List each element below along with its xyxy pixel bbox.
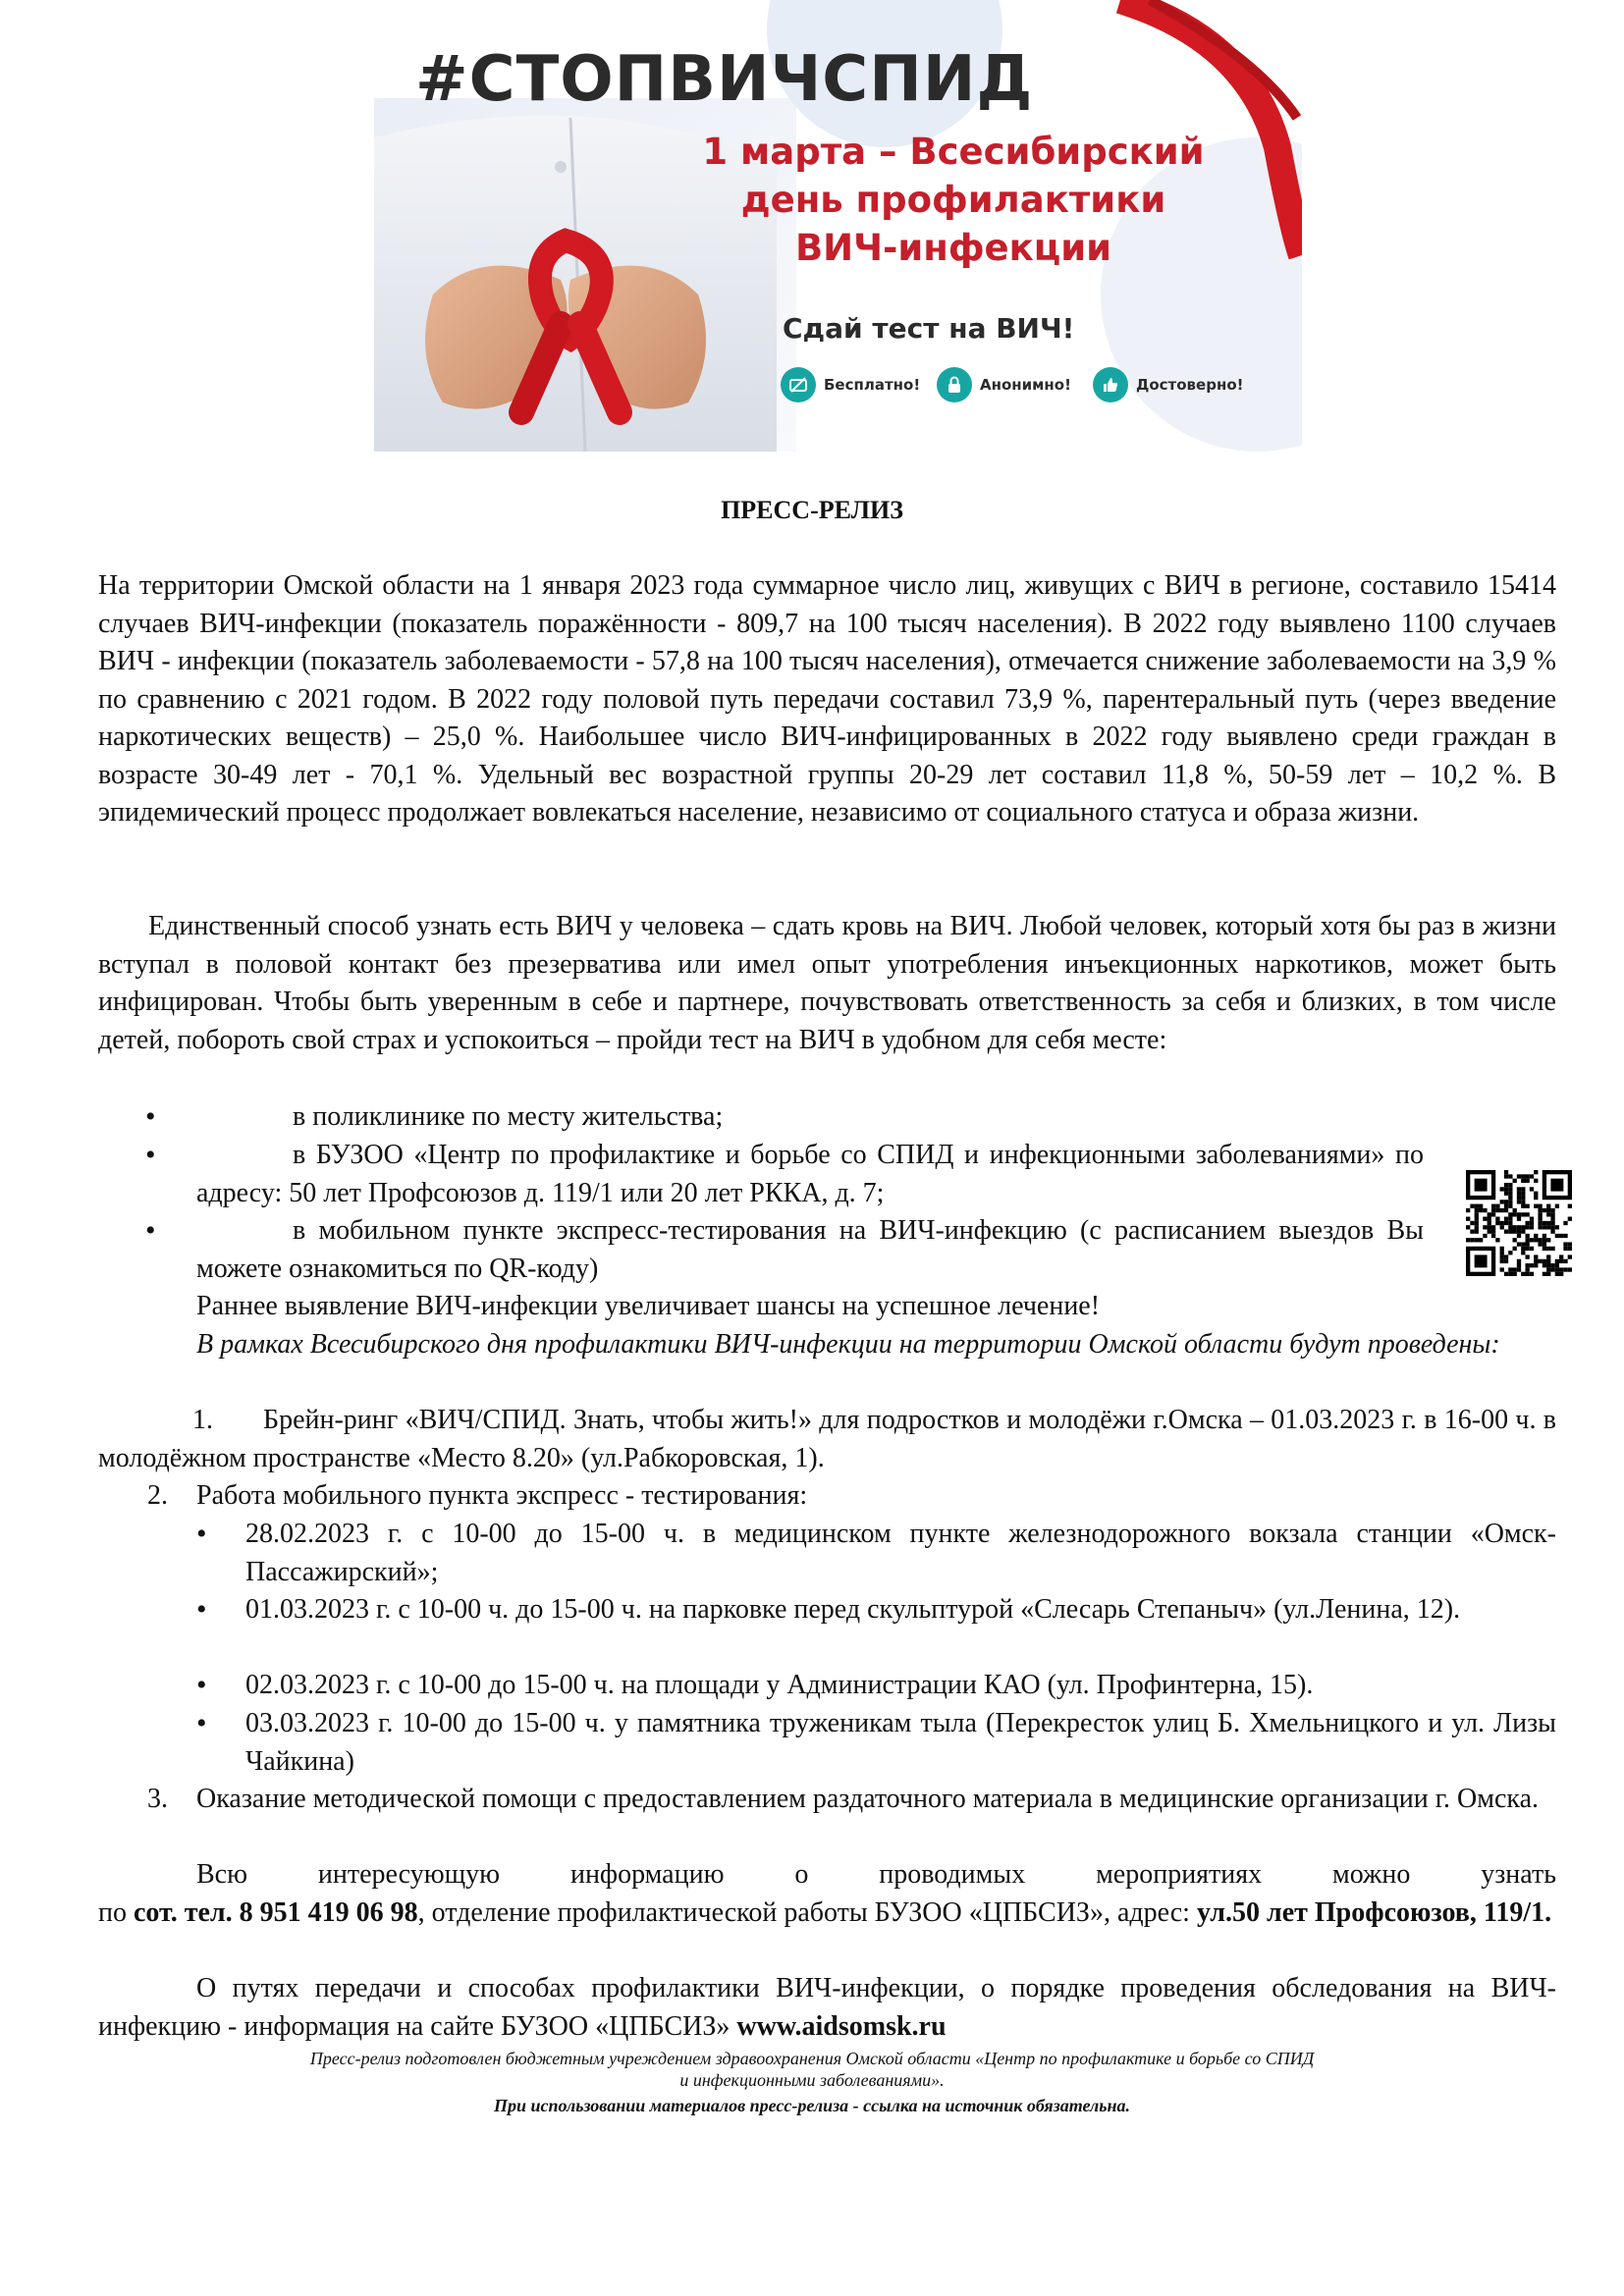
thumbs-up-icon [1093, 367, 1128, 402]
event-item: Работа мобильного пункта экспресс - тестирования: [196, 1480, 808, 1511]
feature-anonymous [937, 365, 1071, 404]
list-number: 3. [147, 1784, 168, 1814]
schedule-item: 01.03.2023 г. с 10-00 ч. до 15-00 ч. на парковке перед скульптурой «Слесарь Степаныч» (ул.Ленина, 12). [245, 1594, 1461, 1625]
bullet: • [145, 1100, 156, 1133]
banner-title-line: ВИЧ-инфекции [794, 227, 1112, 269]
footer-credit: Пресс-релиз подготовлен бюджетным учреждением здравоохранения Омской области «Центр по профилактике и борьбе со СПИД [309, 2049, 1315, 2068]
feature-reliable [1093, 365, 1243, 404]
contact-by: по [98, 1897, 134, 1928]
list-item: в БУЗОО «Центр по профилактике и борьбе со СПИД и инфекционными заболеваниями» по адресу: 50 лет Профсоюзов д. 119/1 или 20 лет РККА, д. 7; [196, 1140, 1424, 1208]
feature-free [781, 365, 920, 404]
event-item: Оказание методической помощи с предоставлением раздаточного материала в медицинские организации г. Омска. [196, 1784, 1540, 1814]
footer-credit-cont: и инфекционными заболеваниями». [679, 2070, 945, 2090]
bullet: • [196, 1707, 207, 1739]
list-number: 1. [192, 1405, 213, 1435]
list-item: в мобильном пункте экспресс-тестирования на ВИЧ-инфекцию (с расписанием выездов Вы можете ознакомиться по QR-коду) [196, 1215, 1424, 1284]
qr-code[interactable] [1466, 1170, 1572, 1276]
schedule-item: 28.02.2023 г. с 10-00 до 15-00 ч. в медицинском пункте железнодорожного вокзала станции «Омск-Пассажирский»; [245, 1519, 1556, 1587]
early-detection-note: Раннее выявление ВИЧ-инфекции увеличивает шансы на успешное лечение! [196, 1291, 1101, 1321]
banner-title-line: день профилактики [740, 179, 1166, 221]
lock-icon [937, 367, 972, 402]
feature-label: Бесплатно! [824, 376, 921, 394]
banner-title-line: 1 марта – Всесибирский [702, 131, 1205, 173]
feature-label: Достоверно! [1136, 376, 1244, 394]
banner-cta: Сдай тест на ВИЧ! [783, 312, 1075, 345]
event-item: Брейн-ринг «ВИЧ/СПИД. Знать, чтобы жить!» для подростков и молодёжи г.Омска – 01.03.2023 г. в 16-00 ч. в молодёжном пространстве «Место 8.20» (ул.Рабкоровская, 1). [98, 1405, 1556, 1473]
website-paragraph [98, 1970, 1556, 2046]
contact-middle: , отделение профилактической работы БУЗОО «ЦПБСИЗ», адрес: [417, 1897, 1197, 1928]
feature-label: Анонимно! [980, 376, 1071, 394]
banner-title [678, 128, 1228, 272]
testing-paragraph: Единственный способ узнать есть ВИЧ у человека – сдать кровь на ВИЧ. Любой человек, который хотя бы раз в жизни вступал в половой контакт без презерватива или имел опыт употребления инъекционных наркотиков, может быть инфицирован. Чтобы быть уверенным в себе и партнере, почувствовать ответственность за себя и близких, в том числе детей, побороть свой страх и успокоиться – пройди тест на ВИЧ в удобном для себя месте: [98, 911, 1556, 1055]
contact-address: ул.50 лет Профсоюзов, 119/1. [1196, 1897, 1552, 1928]
banner-hashtag: #СТОПВИЧСПИД [415, 43, 1034, 116]
schedule-item: 02.03.2023 г. с 10-00 до 15-00 ч. на площади у Администрации КАО (ул. Профинтерна, 15). [245, 1670, 1314, 1700]
bullet: • [145, 1139, 156, 1171]
website-link[interactable]: www.aidsomsk.ru [736, 2010, 947, 2042]
list-number: 2. [147, 1480, 168, 1511]
schedule-item: 03.03.2023 г. 10-00 до 15-00 ч. у памятника труженикам тыла (Перекресток улиц Б. Хмельницкого и ул. Лизы Чайкина) [245, 1708, 1556, 1777]
contact-phone[interactable]: сот. тел. 8 951 419 06 98 [133, 1897, 418, 1928]
events-intro: В рамках Всесибирского дня профилактики ВИЧ-инфекции на территории Омской области будут проведены: [196, 1329, 1500, 1360]
intro-paragraph: На территории Омской области на 1 января 2023 года суммарное число лиц, живущих с ВИЧ в регионе, составило 15414 случаев ВИЧ-инфекции (показатель поражённости - 809,7 на 100 тысяч населения). В 2022 году выявлено 1100 случаев ВИЧ - инфекции (показатель заболеваемости - 57,8 на 100 тысяч населения), отмечается снижение заболеваемости на 3,9 % по сравнению с 2021 годом. В 2022 году половой путь передачи составил 73,9 %, парентеральный путь (через введение наркотических веществ) – 25,0 %. Наибольшее число ВИЧ-инфицированных в 2022 году выявлено среди граждан в возрасте 30-49 лет - 70,1 %. Удельный вес возрастной группы 20-29 лет составил 11,8 %, 50-59 лет – 10,2 %. В эпидемический процесс продолжает вовлекаться население, независимо от социального статуса и образа жизни. [98, 570, 1556, 828]
wallet-icon [781, 367, 816, 402]
bullet: • [196, 1669, 207, 1701]
contact-lead: Всю интересующую информацию о проводимых мероприятиях можно узнать [196, 1859, 1556, 1890]
contact-details [98, 1895, 1556, 1933]
footer-disclaimer: При использовании материалов пресс-релиза - ссылка на источник обязательна. [493, 2096, 1130, 2115]
campaign-banner [374, 0, 1302, 452]
website-text: О путях передачи и способах профилактики ВИЧ-инфекции, о порядке проведения обследования на ВИЧ-инфекцию - информация на сайте БУЗОО «ЦПБСИЗ» [98, 1973, 1556, 2042]
bullet: • [196, 1518, 207, 1550]
bullet: • [196, 1593, 207, 1626]
page-title: ПРЕСС-РЕЛИЗ [721, 496, 903, 524]
list-item: в поликлинике по месту жительства; [293, 1101, 724, 1132]
bullet: • [145, 1214, 156, 1247]
